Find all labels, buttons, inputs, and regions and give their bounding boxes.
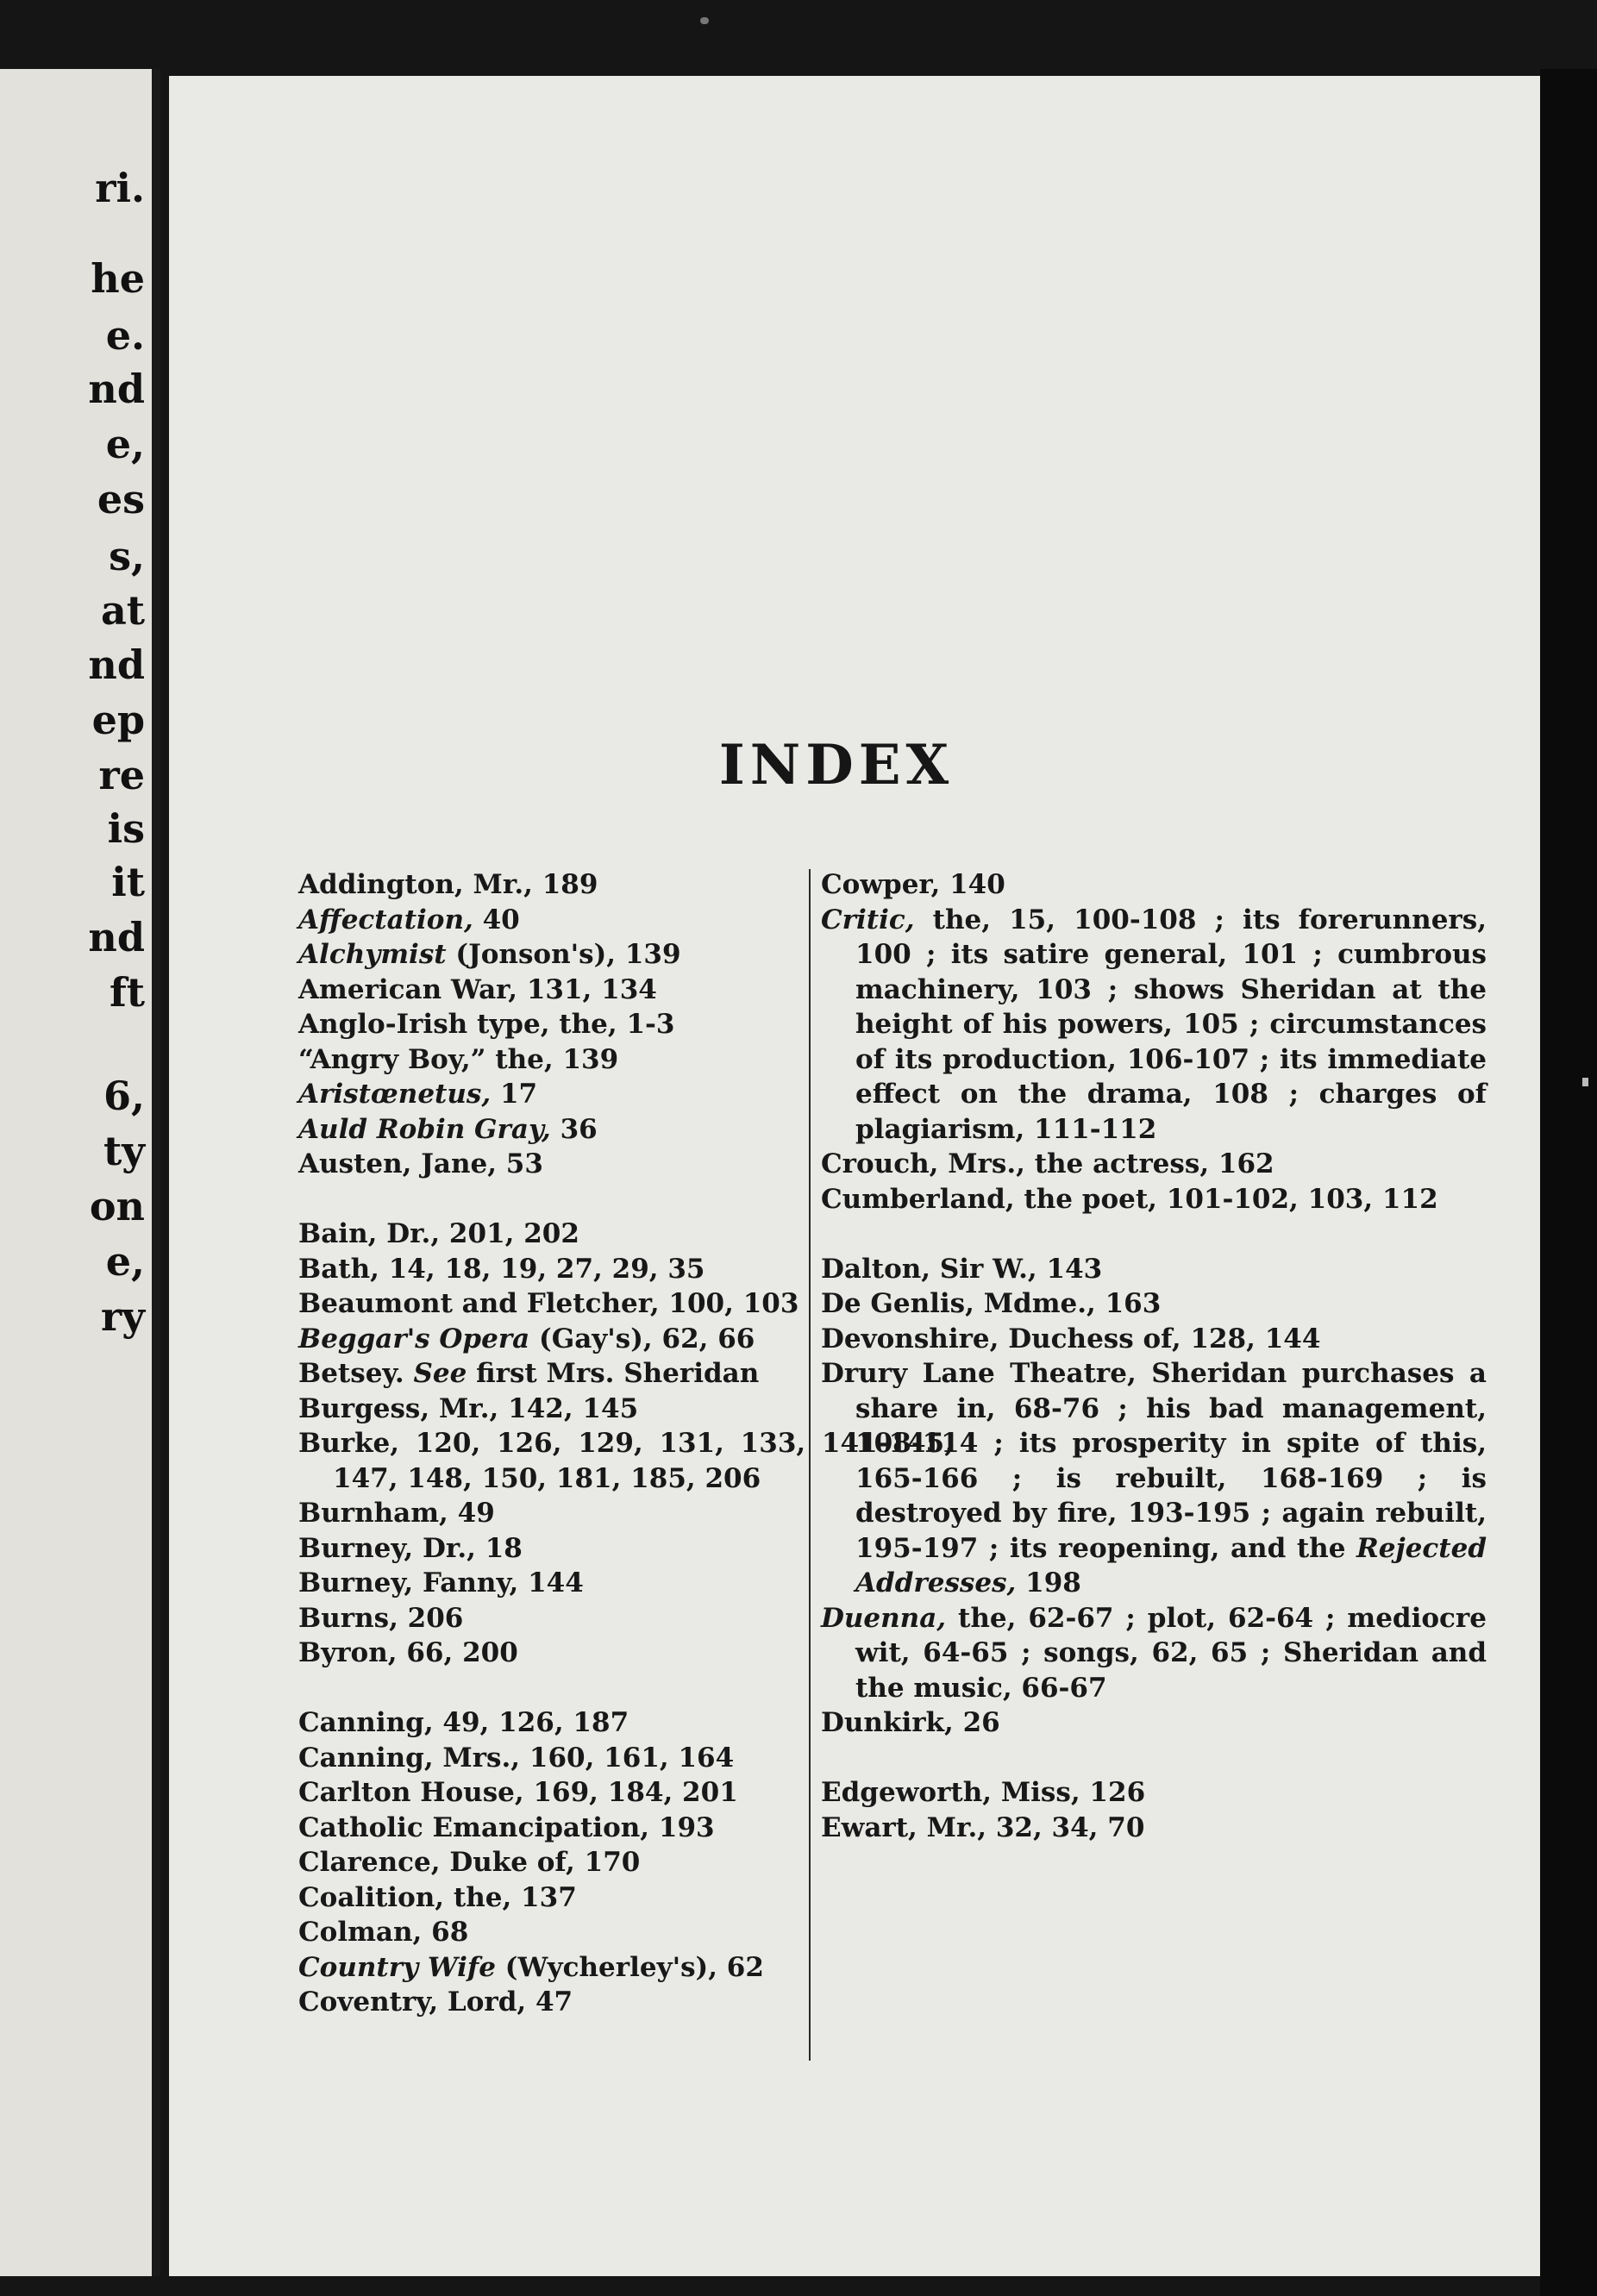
facing-page-text-fragment: he	[91, 255, 145, 302]
index-entry	[821, 1601, 1487, 1706]
entry-text: Canning, Mrs., 160, 161, 164	[298, 1742, 735, 1774]
index-entry	[821, 1252, 1487, 1287]
entry-text: Cowper, 140	[821, 869, 1005, 900]
facing-page-text-fragment: e,	[105, 1238, 145, 1285]
entry-page-refs: 198	[1016, 1567, 1081, 1598]
entry-text: Anglo-Irish type, the, 1-3	[298, 1009, 675, 1040]
entry-text: Ewart, Mr., 32, 34, 70	[821, 1811, 1145, 1843]
entry-text: De Genlis, Mdme., 163	[821, 1288, 1162, 1319]
scanner-border	[1540, 69, 1597, 2296]
section-gap	[821, 1217, 1487, 1252]
facing-page-text-fragment: re	[98, 752, 145, 798]
entry-italic-title: Alchymist	[298, 939, 447, 970]
facing-page-text-fragment: e.	[105, 312, 145, 359]
entry-italic-title: Critic,	[821, 904, 915, 935]
facing-page-text-fragment: ft	[109, 969, 145, 1016]
facing-page-text-fragment: on	[89, 1183, 145, 1229]
scan-speck	[700, 17, 709, 24]
facing-page-text-fragment: nd	[88, 366, 145, 412]
facing-page-text-fragment: 6,	[103, 1073, 145, 1119]
index-entry	[298, 1880, 954, 1916]
page-title: INDEX	[718, 733, 955, 798]
index-entry	[821, 1147, 1487, 1182]
entry-text: Burney, Dr., 18	[298, 1532, 523, 1564]
entry-text: Crouch, Mrs., the actress, 162	[821, 1148, 1274, 1179]
entry-italic-title: Aristœnetus,	[298, 1079, 492, 1110]
facing-page-text-fragment: ty	[103, 1128, 145, 1174]
entry-text: “Angry Boy,” the, 139	[298, 1043, 619, 1075]
facing-page-edge	[0, 69, 152, 2276]
entry-page-refs: (Jonson's), 139	[446, 939, 681, 970]
index-entry	[821, 1811, 1487, 1846]
index-entry	[821, 1356, 1487, 1601]
entry-italic-title: Affectation,	[298, 904, 473, 935]
index-entry	[821, 867, 1487, 903]
facing-page-text-fragment: es	[97, 476, 145, 522]
entry-text: Devonshire, Duchess of, 128, 144	[821, 1323, 1321, 1354]
index-entry	[298, 1915, 954, 1950]
section-gap	[821, 1741, 1487, 1776]
entry-text: Betsey.	[298, 1358, 404, 1389]
facing-page-text-fragment: s,	[109, 533, 145, 579]
entry-text: Burnham, 49	[298, 1498, 495, 1529]
facing-page-text-fragment: ri.	[95, 165, 145, 211]
entry-text: Burney, Fanny, 144	[298, 1567, 584, 1598]
entry-page-refs: the, 62-67 ; plot, 62-64 ; mediocre wit, 64-65 ; songs, 62, 65 ; Sheridan and the music, 66-67	[855, 1602, 1487, 1704]
entry-italic-title: Beggar's Opera	[298, 1323, 530, 1354]
entry-page-refs: the, 15, 100-108 ; its forerunners, 100 ; its satire general, 101 ; cumbrous machinery, 103 ; shows Sheridan at the height of his powers, 105 ; circumstances of its production, 106-107 ; its immediate effect on the drama, 108 ; charges of plagiarism, 111-112	[855, 904, 1487, 1145]
facing-page-text-fragment: nd	[88, 914, 145, 960]
index-entry	[821, 1182, 1487, 1217]
entry-text: Addington, Mr., 189	[298, 869, 598, 900]
entry-page-refs: (Wycherley's), 62	[496, 1951, 764, 1983]
entry-text: Canning, 49, 126, 187	[298, 1707, 629, 1738]
facing-page-text-fragment: e,	[105, 421, 145, 467]
entry-text: Carlton House, 169, 184, 201	[298, 1777, 738, 1808]
facing-page-text-fragment: at	[100, 587, 145, 634]
index-entry	[821, 1322, 1487, 1357]
index-entry	[298, 1845, 954, 1880]
entry-text: Clarence, Duke of, 170	[298, 1847, 641, 1878]
index-entry	[821, 1705, 1487, 1741]
facing-page-text-fragment: ry	[101, 1293, 145, 1340]
entry-page-refs: 40	[473, 904, 520, 935]
entry-text: Burke, 120, 126, 129, 131, 133, 141-145, 147, 148, 150, 181, 185, 206	[298, 1428, 954, 1494]
entry-text: Austen, Jane, 53	[298, 1148, 543, 1179]
index-entry	[298, 1985, 954, 2020]
entry-italic-title: Rejected Addresses,	[855, 1532, 1487, 1598]
scan-speck	[1582, 1078, 1588, 1086]
index-entry	[821, 903, 1487, 1148]
entry-text: Byron, 66, 200	[298, 1637, 518, 1668]
entry-text: Colman, 68	[298, 1917, 469, 1948]
entry-page-refs: 17	[491, 1079, 538, 1110]
entry-page-refs: (Gay's), 62, 66	[529, 1323, 755, 1354]
entry-italic-title: Auld Robin Gray,	[298, 1113, 551, 1145]
entry-page-refs: first Mrs. Sheridan	[467, 1358, 760, 1389]
entry-text: Burgess, Mr., 142, 145	[298, 1392, 639, 1424]
index-column-right	[821, 867, 1487, 1845]
entry-italic-title: Duenna,	[821, 1602, 947, 1634]
facing-page-text-fragment: ep	[91, 697, 145, 743]
entry-italic-title: See	[404, 1358, 467, 1389]
entry-italic-title: Country Wife	[298, 1951, 496, 1983]
entry-page-refs: 36	[550, 1113, 598, 1145]
entry-text: Catholic Emancipation, 193	[298, 1811, 715, 1843]
entry-text: American War, 131, 134	[298, 973, 657, 1005]
entry-text: Dunkirk, 26	[821, 1707, 1000, 1738]
facing-page-text-fragment: nd	[88, 641, 145, 688]
index-entry	[821, 1775, 1487, 1811]
entry-text: Edgeworth, Miss, 126	[821, 1777, 1146, 1808]
page-gutter	[152, 69, 160, 2276]
facing-page-text-fragment: is	[107, 805, 145, 852]
entry-text: Drury Lane Theatre, Sheridan purchases a share in, 68-76 ; his bad management, 108-114 ; its prosperity in spite of this, 165-166 ; is rebuilt, 168-169 ; is destroyed by fire, 193-195 ; again rebuilt, 195-197 ; its reopening, and the	[821, 1358, 1487, 1564]
facing-page-text-fragment: it	[111, 859, 145, 905]
index-entry	[298, 1950, 954, 1986]
entry-text: Coventry, Lord, 47	[298, 1986, 573, 2018]
entry-text: Beaumont and Fletcher, 100, 103	[298, 1288, 799, 1319]
entry-text: Coalition, the, 137	[298, 1881, 577, 1913]
entry-text: Burns, 206	[298, 1602, 464, 1634]
entry-text: Cumberland, the poet, 101-102, 103, 112	[821, 1183, 1438, 1215]
entry-text: Dalton, Sir W., 143	[821, 1253, 1103, 1285]
index-entry	[821, 1286, 1487, 1322]
index-page	[169, 76, 1540, 2276]
entry-text: Bath, 14, 18, 19, 27, 29, 35	[298, 1253, 705, 1285]
entry-text: Bain, Dr., 201, 202	[298, 1218, 579, 1249]
